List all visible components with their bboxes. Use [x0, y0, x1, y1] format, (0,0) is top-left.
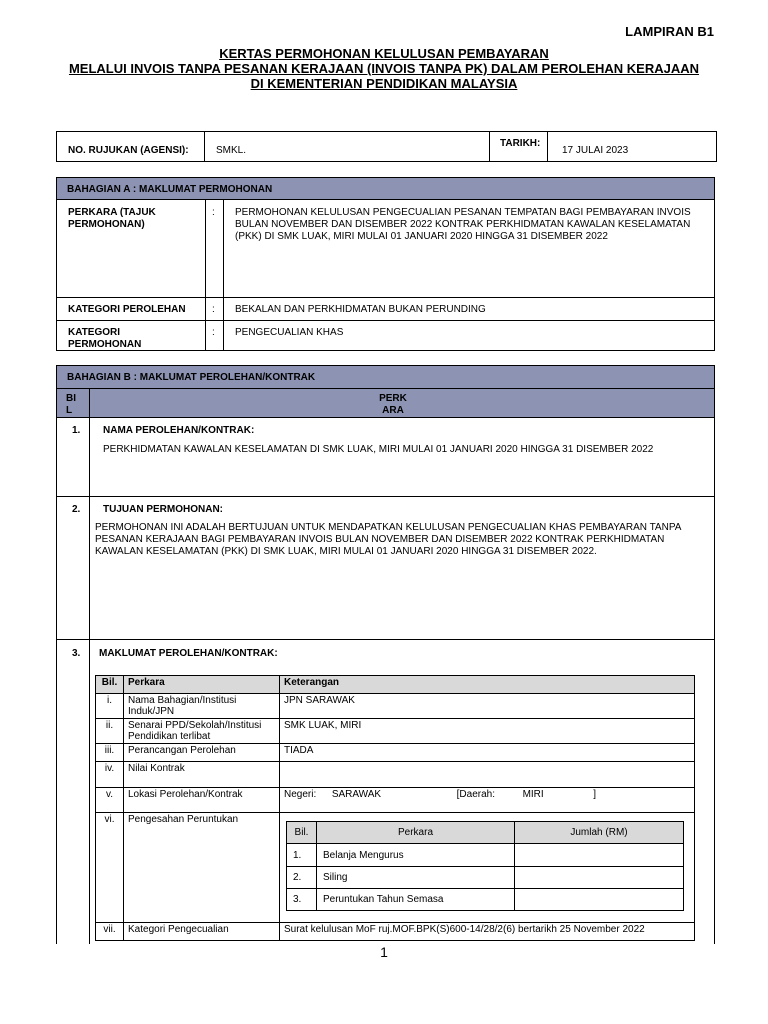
- colon: :: [212, 327, 215, 338]
- alloc-perkara: Peruntukan Tahun Semasa: [317, 889, 515, 911]
- detail-perkara: Senarai PPD/Sekolah/Institusi Pendidikan terlibat: [124, 719, 280, 744]
- detail-bil: v.: [96, 788, 124, 813]
- kategori-perolehan-label: KATEGORI PEROLEHAN: [68, 304, 186, 315]
- location-cell: [280, 788, 695, 813]
- alloc-jumlah: [515, 889, 684, 911]
- detail-header-row: [96, 676, 695, 694]
- alloc-header-bil: Bil.: [287, 822, 317, 844]
- table-row: [96, 744, 695, 762]
- alloc-bil: 2.: [287, 867, 317, 889]
- table-row: [287, 889, 684, 911]
- lampiran-label: LAMPIRAN B1: [625, 24, 714, 39]
- negeri-value: SARAWAK: [331, 789, 382, 800]
- allocation-table: [286, 821, 684, 911]
- item-1-text: PERKHIDMATAN KAWALAN KESELAMATAN DI SMK LUAK, MIRI MULAI 01 JANUARI 2020 HINGGA 31 DISEMBER 2022: [103, 444, 654, 455]
- table-row: [96, 923, 695, 941]
- title-line-3: DI KEMENTERIAN PENDIDIKAN MALAYSIA: [250, 76, 518, 91]
- table-row: [287, 844, 684, 867]
- section-a-header: BAHAGIAN A : MAKLUMAT PERMOHONAN: [56, 177, 715, 200]
- kategori-permohonan-label: KATEGORI PERMOHONAN: [68, 327, 142, 350]
- detail-keterangan: SMK LUAK, MIRI: [280, 719, 695, 744]
- detail-perkara: Nilai Kontrak: [124, 762, 280, 788]
- perkara-label: PERKARA (TAJUK PERMOHONAN): [68, 207, 156, 230]
- ref-label: NO. RUJUKAN (AGENSI):: [68, 145, 189, 156]
- detail-bil: vi.: [96, 813, 124, 923]
- daerah-close: ]: [593, 789, 597, 800]
- alloc-bil: 3.: [287, 889, 317, 911]
- item-1-number: 1.: [72, 425, 81, 436]
- alloc-perkara: Siling: [317, 867, 515, 889]
- alloc-jumlah: [515, 844, 684, 867]
- page-number: 1: [380, 944, 388, 960]
- table-row: [96, 788, 695, 813]
- detail-keterangan: JPN SARAWAK: [280, 694, 695, 719]
- allocation-header-row: [287, 822, 684, 844]
- detail-bil: vii.: [96, 923, 124, 941]
- alloc-header-jumlah: Jumlah (RM): [515, 822, 684, 844]
- col-bil: BIL: [66, 393, 76, 416]
- title-line-1: KERTAS PERMOHONAN KELULUSAN PEMBAYARAN: [219, 46, 549, 61]
- title-line-2: MELALUI INVOIS TANPA PESANAN KERAJAAN (INVOIS TANPA PK) DALAM PEROLEHAN KERAJAAN: [68, 61, 700, 76]
- alloc-bil: 1.: [287, 844, 317, 867]
- item-3-title: MAKLUMAT PEROLEHAN/KONTRAK:: [99, 648, 278, 659]
- colon: :: [212, 207, 215, 218]
- alloc-header-perkara: Perkara: [317, 822, 515, 844]
- item-2-title: TUJUAN PERMOHONAN:: [103, 504, 223, 515]
- date-value: 17 JULAI 2023: [562, 145, 629, 156]
- detail-bil: iii.: [96, 744, 124, 762]
- section-b-header: BAHAGIAN B : MAKLUMAT PEROLEHAN/KONTRAK: [56, 365, 715, 389]
- detail-keterangan: Surat kelulusan MoF ruj.MOF.BPK(S)600-14/28/2(6) bertarikh 25 November 2022: [280, 923, 695, 941]
- detail-bil: ii.: [96, 719, 124, 744]
- detail-header-perkara: Perkara: [124, 676, 280, 694]
- detail-bil: i.: [96, 694, 124, 719]
- negeri-label: Negeri:: [284, 789, 317, 800]
- table-row: [96, 694, 695, 719]
- ref-value: SMKL.: [216, 145, 247, 156]
- item-2-number: 2.: [72, 504, 81, 515]
- daerah-value: MIRI: [522, 789, 544, 800]
- detail-perkara: Pengesahan Peruntukan: [124, 813, 280, 923]
- detail-perkara: Lokasi Perolehan/Kontrak: [124, 788, 280, 813]
- col-perkara: PERKARA: [379, 393, 407, 416]
- detail-header-keterangan: Keterangan: [280, 676, 695, 694]
- alloc-jumlah: [515, 867, 684, 889]
- kategori-perolehan-value: BEKALAN DAN PERKHIDMATAN BUKAN PERUNDING: [235, 304, 486, 315]
- alloc-perkara: Belanja Mengurus: [317, 844, 515, 867]
- detail-keterangan: [280, 762, 695, 788]
- perkara-value: PERMOHONAN KELULUSAN PENGECUALIAN PESANAN TEMPATAN BAGI PEMBAYARAN INVOIS BULAN NOVEMBER DAN DISEMBER 2022 KONTRAK PERKHIDMATAN KAWALAN KESELAMATAN (PKK) DI SMK LUAK, MIRI MULAI 01 JANUARI 2020 HINGGA 31 DISEMBER 2022: [235, 207, 691, 242]
- item-2-text: PERMOHONAN INI ADALAH BERTUJUAN UNTUK MENDAPATKAN KELULUSAN PENGECUALIAN KHAS PEMBAYARAN TANPA PESANAN KERAJAAN BAGI PEMBAYARAN INVOIS BULAN NOVEMBER DAN DISEMBER 2022 KONTRAK PERKHIDMATAN KAWALAN KESELAMATAN (PKK) DI SMK LUAK, MIRI MULAI 01 JANUARI 2020 HINGGA 31 DISEMBER 2022.: [95, 522, 681, 557]
- kategori-permohonan-value: PENGECUALIAN KHAS: [235, 327, 344, 338]
- detail-keterangan: TIADA: [280, 744, 695, 762]
- table-row: [287, 867, 684, 889]
- detail-bil: iv.: [96, 762, 124, 788]
- item-3-number: 3.: [72, 648, 81, 659]
- colon: :: [212, 304, 215, 315]
- item-1-title: NAMA PEROLEHAN/KONTRAK:: [103, 425, 255, 436]
- detail-perkara: Perancangan Perolehan: [124, 744, 280, 762]
- detail-perkara: Kategori Pengecualian: [124, 923, 280, 941]
- detail-header-bil: Bil.: [96, 676, 124, 694]
- daerah-label: [Daerah:: [456, 789, 496, 800]
- detail-perkara: Nama Bahagian/Institusi Induk/JPN: [124, 694, 280, 719]
- date-label: TARIKH:: [500, 138, 541, 149]
- table-row: [96, 719, 695, 744]
- table-row: [96, 762, 695, 788]
